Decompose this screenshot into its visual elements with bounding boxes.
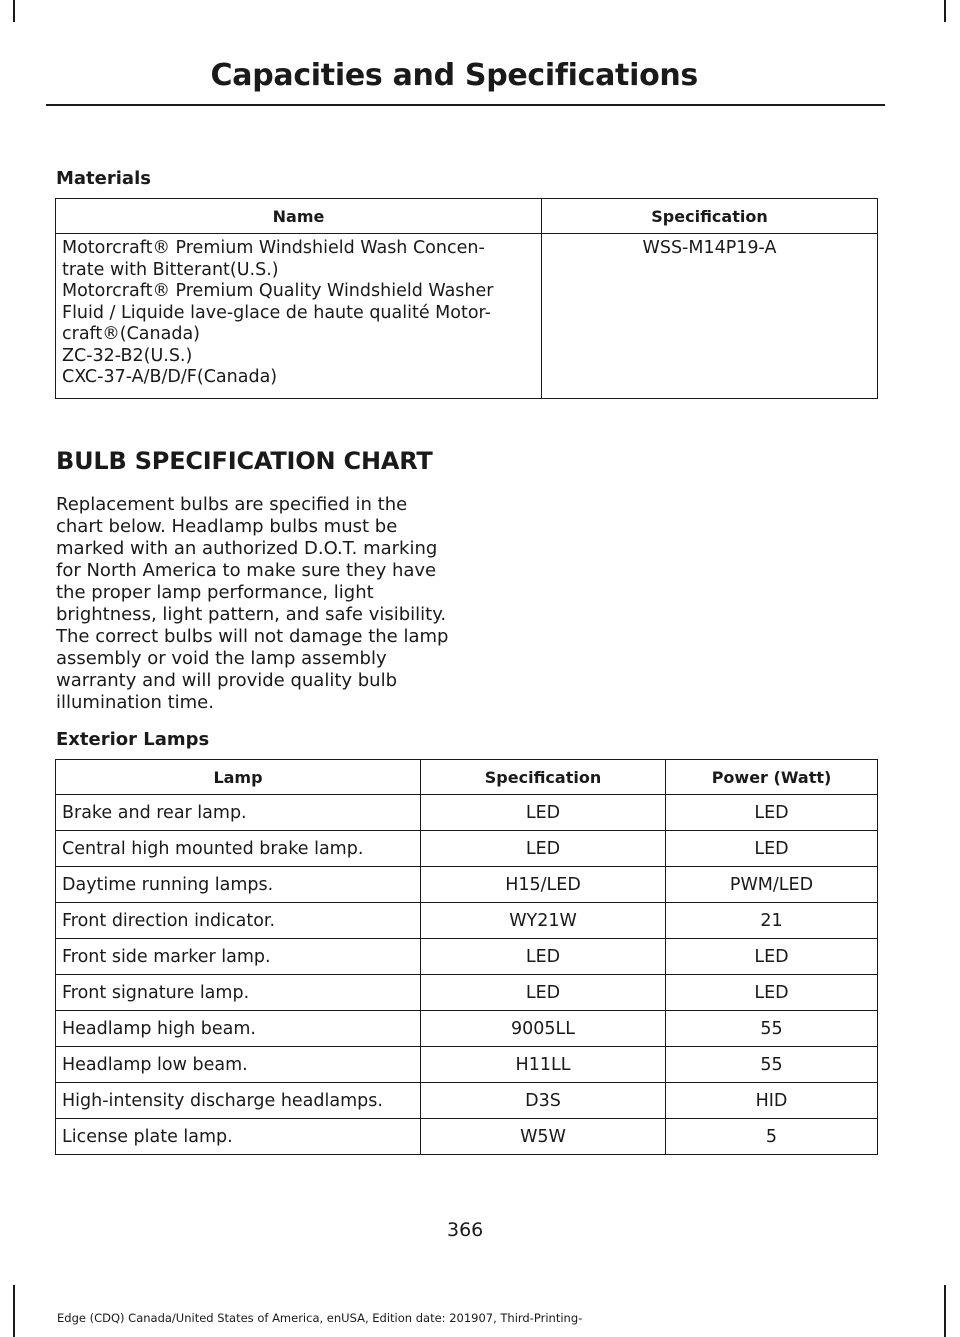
- material-name-line: craft®(Canada): [62, 324, 201, 344]
- lamp-power-cell: LED: [666, 939, 878, 975]
- lamp-spec-cell: H15/LED: [421, 867, 666, 903]
- material-name-cell: [56, 234, 542, 399]
- lamp-name-cell: Headlamp high beam.: [56, 1011, 421, 1047]
- lamp-name-cell: Central high mounted brake lamp.: [56, 831, 421, 867]
- material-name-line: CXC-37-A/B/D/F(Canada): [62, 367, 278, 387]
- material-name-line: ZC-32-B2(U.S.): [62, 345, 193, 366]
- lamp-name-cell: Front direction indicator.: [56, 903, 421, 939]
- lamp-power-cell: LED: [666, 975, 878, 1011]
- table-header-row: [56, 199, 878, 234]
- lamp-spec-cell: D3S: [421, 1083, 666, 1119]
- table-row: [56, 867, 878, 903]
- table-row: [56, 903, 878, 939]
- column-header-specification: Specification: [421, 760, 666, 795]
- lamp-spec-cell: LED: [421, 975, 666, 1011]
- lamp-spec-cell: H11LL: [421, 1047, 666, 1083]
- table-row: [56, 975, 878, 1011]
- table-row: [56, 1011, 878, 1047]
- material-name-line: Fluid / Liquide lave-glace de haute qualité Motor-: [62, 302, 491, 323]
- material-name-line: Motorcraft® Premium Quality Windshield Washer: [62, 281, 494, 301]
- exterior-lamps-table: [55, 759, 878, 1155]
- table-row: [56, 234, 878, 399]
- lamp-spec-cell: W5W: [421, 1119, 666, 1155]
- lamp-power-cell: LED: [666, 795, 878, 831]
- lamp-power-cell: HID: [666, 1083, 878, 1119]
- page-footer: Edge (CDQ) Canada/United States of America, enUSA, Edition date: 201907, Third-Printing-: [57, 1311, 583, 1325]
- lamp-name-cell: Front signature lamp.: [56, 975, 421, 1011]
- lamp-name-cell: Brake and rear lamp.: [56, 795, 421, 831]
- section-intro-paragraph: Replacement bulbs are specified in the chart below. Headlamp bulbs must be marked with an authorized D.O.T. marking for North America to make sure they have the proper lamp performance, light brightness, light pattern, and safe visibility. The correct bulbs will not damage the lamp assembly or void the lamp assembly warranty and will provide quality bulb illumination time.: [56, 494, 449, 713]
- page-title: Capacities and Specifications: [210, 58, 698, 93]
- lamp-name-cell: License plate lamp.: [56, 1119, 421, 1155]
- crop-mark: [13, 1285, 15, 1337]
- lamp-name-cell: High-intensity discharge headlamps.: [56, 1083, 421, 1119]
- exterior-lamps-heading: Exterior Lamps: [56, 729, 210, 750]
- lamp-spec-cell: 9005LL: [421, 1011, 666, 1047]
- lamp-power-cell: 55: [666, 1047, 878, 1083]
- crop-mark: [13, 0, 15, 22]
- column-header-specification: Specification: [542, 199, 878, 234]
- section-title: BULB SPECIFICATION CHART: [56, 447, 433, 475]
- crop-mark: [944, 1285, 946, 1337]
- lamp-name-cell: Headlamp low beam.: [56, 1047, 421, 1083]
- table-row: [56, 939, 878, 975]
- crop-mark: [944, 0, 946, 22]
- materials-table: [55, 198, 878, 399]
- table-row: [56, 1047, 878, 1083]
- column-header-power: Power (Watt): [666, 760, 878, 795]
- lamp-name-cell: Daytime running lamps.: [56, 867, 421, 903]
- material-name-line: trate with Bitterant(U.S.): [62, 259, 279, 280]
- lamp-power-cell: 21: [666, 903, 878, 939]
- table-row: [56, 831, 878, 867]
- column-header-name: Name: [56, 199, 542, 234]
- lamp-spec-cell: WY21W: [421, 903, 666, 939]
- lamp-power-cell: LED: [666, 831, 878, 867]
- table-row: [56, 1119, 878, 1155]
- material-spec-cell: WSS-M14P19-A: [542, 234, 878, 399]
- page-number: 366: [447, 1219, 484, 1241]
- lamp-spec-cell: LED: [421, 795, 666, 831]
- table-header-row: [56, 760, 878, 795]
- table-row: [56, 795, 878, 831]
- materials-heading: Materials: [56, 168, 151, 189]
- material-name-line: Motorcraft® Premium Windshield Wash Concen-: [62, 238, 485, 258]
- column-header-lamp: Lamp: [56, 760, 421, 795]
- lamp-name-cell: Front side marker lamp.: [56, 939, 421, 975]
- lamp-power-cell: PWM/LED: [666, 867, 878, 903]
- lamp-spec-cell: LED: [421, 831, 666, 867]
- table-row: [56, 1083, 878, 1119]
- lamp-spec-cell: LED: [421, 939, 666, 975]
- lamp-power-cell: 55: [666, 1011, 878, 1047]
- lamp-power-cell: 5: [666, 1119, 878, 1155]
- header-divider: [46, 104, 885, 106]
